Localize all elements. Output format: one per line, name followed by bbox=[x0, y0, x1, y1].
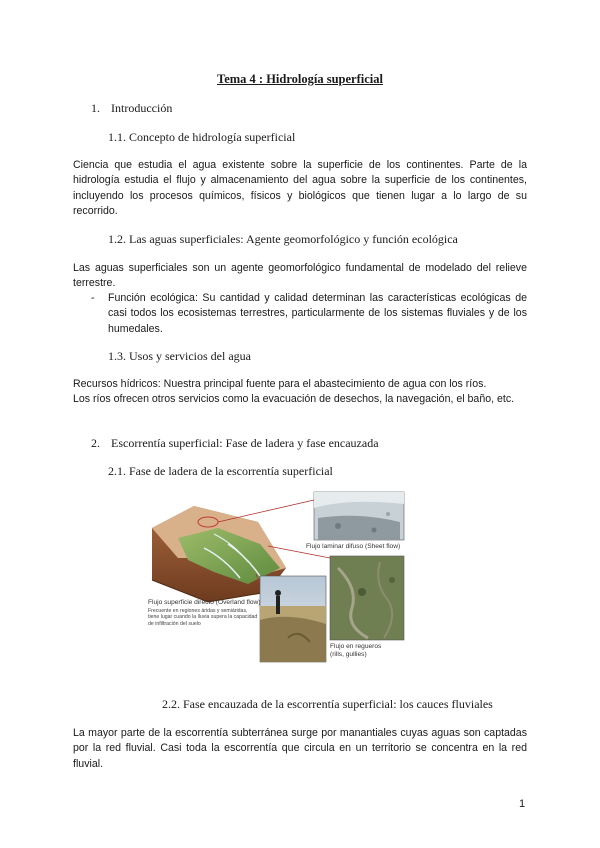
subsection-number: 1.2. bbox=[108, 232, 126, 246]
subsection-number: 2.2. bbox=[162, 697, 180, 711]
section-number: 1. bbox=[91, 101, 100, 115]
paragraph-concepto: Ciencia que estudia el agua existente sobre la superficie de los continentes. Parte de la hidrología estudia el flujo y almacenamiento del agua sobre la superficie de los continentes, incluyendo los procesos químicos, físicos y biológicos que tienen lugar a lo largo de su recorrido. bbox=[73, 159, 527, 218]
subsection-heading-1-2 bbox=[108, 232, 458, 247]
subsection-number: 1.3. bbox=[108, 349, 126, 363]
subsection-label: Fase de ladera de la escorrentía superficial bbox=[129, 464, 333, 478]
paragraph-encauzada: La mayor parte de la escorrentía subterránea surge por manantiales cuyas aguas son captadas por la red fluvial. Casi toda la escorrentía que circula en un territorio se concentra en la red fluvial. bbox=[73, 727, 527, 770]
section-number: 2. bbox=[91, 436, 100, 450]
runoff-figure bbox=[148, 488, 406, 664]
label-rills-1: Flujo en regueros bbox=[330, 643, 382, 650]
page-title: Tema 4 : Hidrología superficial bbox=[217, 72, 383, 86]
label-sheet-flow: Flujo laminar difuso (Sheet flow) bbox=[306, 543, 401, 550]
section-heading-1 bbox=[91, 101, 172, 116]
label-overland-note: Frecuente en regiones áridas y semiáridas, tiene lugar cuando la lluvia supera la capacidad de infiltración del suelo bbox=[148, 608, 258, 627]
section-label: Introducción bbox=[111, 101, 173, 115]
subsection-heading-1-3 bbox=[108, 349, 251, 364]
label-overland-flow bbox=[148, 599, 261, 606]
paragraph-recursos: Recursos hídricos: Nuestra principal fuente para el abastecimiento de agua con los ríos. bbox=[73, 378, 487, 390]
paragraph-funcion: Función ecológica: Su cantidad y calidad determinan las características ecológicas de casi todos los ecosistemas terrestres, particularmente de los sistemas fluviales y de los humedales. bbox=[108, 292, 527, 335]
section-label: Escorrentía superficial: Fase de ladera y fase encauzada bbox=[111, 436, 379, 450]
photo-rills bbox=[330, 556, 404, 640]
subsection-label: Las aguas superficiales: Agente geomorfológico y función ecológica bbox=[129, 232, 458, 246]
label-rills-2: (rills, gullies) bbox=[330, 651, 367, 658]
subsection-label: Usos y servicios del agua bbox=[129, 349, 251, 363]
subsection-label: Concepto de hidrología superficial bbox=[129, 130, 296, 144]
page-number: 1 bbox=[519, 798, 526, 810]
subsection-number: 2.1. bbox=[108, 464, 126, 478]
paragraph-agente: Las aguas superficiales son un agente geomorfológico fundamental de modelado del relieve terrestre. bbox=[73, 262, 527, 290]
runoff-diagram bbox=[148, 488, 406, 664]
subsection-heading-2-2 bbox=[162, 697, 493, 712]
label-overland-note-box bbox=[148, 608, 258, 652]
label-overland-title: Flujo superficie directo (Overland flow) bbox=[148, 599, 261, 606]
section-heading-2 bbox=[91, 436, 379, 451]
subsection-label: Fase encauzada de la escorrentía superficial: los cauces fluviales bbox=[183, 697, 493, 711]
paragraph-servicios: Los ríos ofrecen otros servicios como la evacuación de desechos, la navegación, el baño, etc. bbox=[73, 393, 515, 405]
photo-overland-flow bbox=[260, 576, 326, 662]
subsection-heading-1-1 bbox=[108, 130, 295, 145]
subsection-number: 1.1. bbox=[108, 130, 126, 144]
bullet-marker: - bbox=[91, 292, 95, 304]
photo-sheet-flow bbox=[314, 492, 404, 540]
subsection-heading-2-1 bbox=[108, 464, 333, 479]
